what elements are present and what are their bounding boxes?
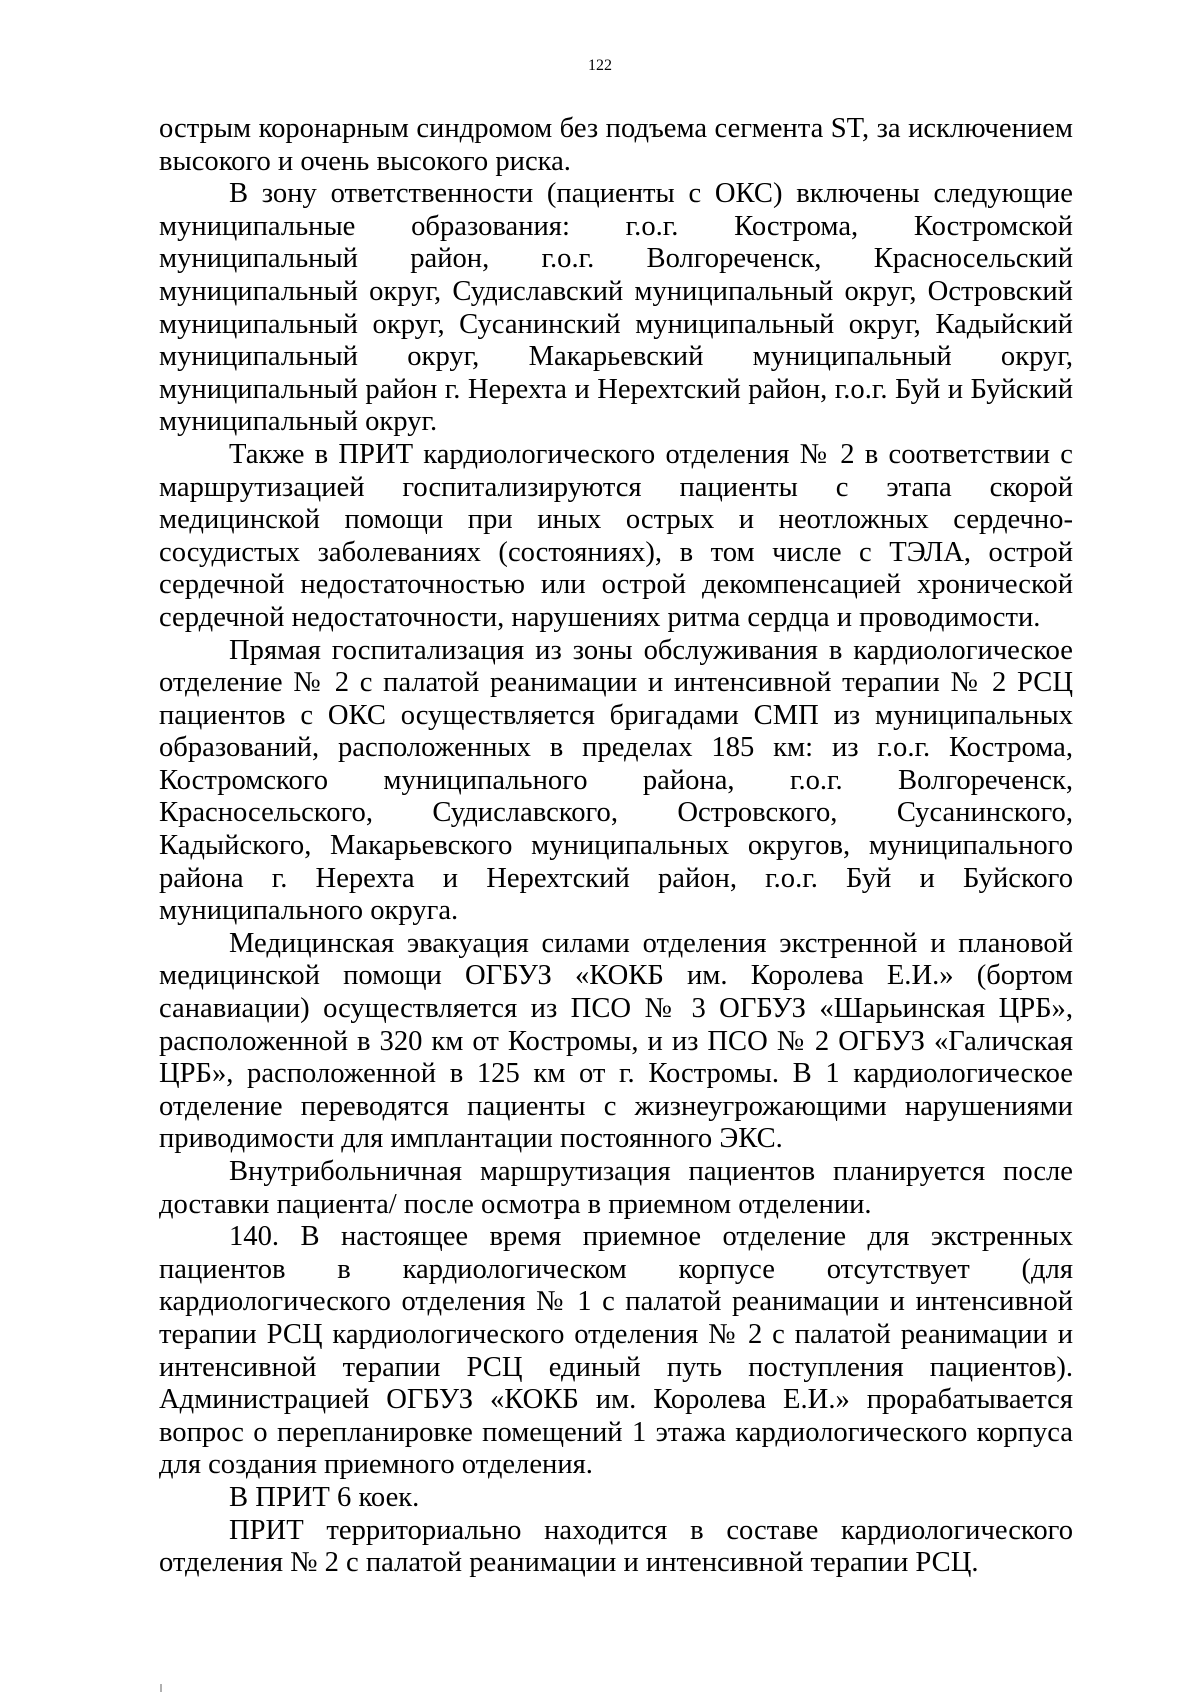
paragraph-prit-location: ПРИТ территориально находится в составе кардиологического отделения № 2 с палатой реанимации и интенсивной терапии РСЦ. bbox=[159, 1514, 1073, 1579]
paragraph-item-140: 140. В настоящее время приемное отделение для экстренных пациентов в кардиологическом корпусе отсутствует (для кардиологического отделения № 1 с палатой реанимации и интенсивной терапии РСЦ кардиологического отделения № 2 с палатой реанимации и интенсивной терапии РСЦ единый путь поступления пациентов). Администрацией ОГБУЗ «КОКБ им. Королева Е.И.» прорабатывается вопрос о перепланировке помещений 1 этажа кардиологического корпуса для создания приемного отделения. bbox=[159, 1221, 1073, 1481]
page-number: 122 bbox=[588, 57, 612, 74]
scan-artifact-mark bbox=[160, 1684, 162, 1692]
paragraph-prit-hospitalization: Также в ПРИТ кардиологического отделения № 2 в соответствии с маршрутизацией госпитализируются пациенты с этапа скорой медицинской помощи при иных острых и неотложных сердечно-сосудистых заболеваниях (состояниях), в том числе с ТЭЛА, острой сердечной недостаточностью или острой декомпенсацией хронической сердечной недостаточности, нарушениях ритма сердца и проводимости. bbox=[159, 438, 1073, 633]
paragraph-internal-routing: Внутрибольничная маршрутизация пациентов планируется после доставки пациента/ после осмотра в приемном отделении. bbox=[159, 1156, 1073, 1220]
paragraph-bed-count: В ПРИТ 6 коек. bbox=[229, 1481, 420, 1513]
paragraph-responsibility-zone: В зону ответственности (пациенты с ОКС) включены следующие муниципальные образования: г.о.г. Кострома, Костромской муниципальный район, г.о.г. Волгореченск, Красносельский муниципальный округ, Судиславский муниципальный округ, Островский муниципальный округ, Сусанинский муниципальный округ, Кадыйский муниципальный округ, Макарьевский муниципальный округ, муниципальный район г. Нерехта и Нерехтский район, г.о.г. Буй и Буйский муниципальный округ. bbox=[159, 178, 1073, 438]
paragraph-continuation: острым коронарным синдромом без подъема сегмента ST, за исключением высокого и очень высокого риска. bbox=[159, 113, 1073, 177]
document-body bbox=[159, 113, 1073, 1580]
paragraph-direct-hospitalization: Прямая госпитализация из зоны обслуживания в кардиологическое отделение № 2 с палатой реанимации и интенсивной терапии № 2 РСЦ пациентов с ОКС осуществляется бригадами СМП из муниципальных образований, расположенных в пределах 185 км: из г.о.г. Кострома, Костромского муниципального района, г.о.г. Волгореченск, Красносельского, Судиславского, Островского, Сусанинского, Кадыйского, Макарьевского муниципальных округов, муниципального района г. Нерехта и Нерехтский район, г.о.г. Буй и Буйского муниципального округа. bbox=[159, 634, 1073, 927]
paragraph-medical-evacuation: Медицинская эвакуация силами отделения экстренной и плановой медицинской помощи ОГБУЗ «КОКБ им. Королева Е.И.» (бортом санавиации) осуществляется из ПСО № 3 ОГБУЗ «Шарьинская ЦРБ», расположенной в 320 км от Костромы, и из ПСО № 2 ОГБУЗ «Галичская ЦРБ», расположенной в 125 км от г. Костромы. В 1 кардиологическое отделение переводятся пациенты с жизнеугрожающими нарушениями приводимости для имплантации постоянного ЭКС. bbox=[159, 927, 1073, 1155]
